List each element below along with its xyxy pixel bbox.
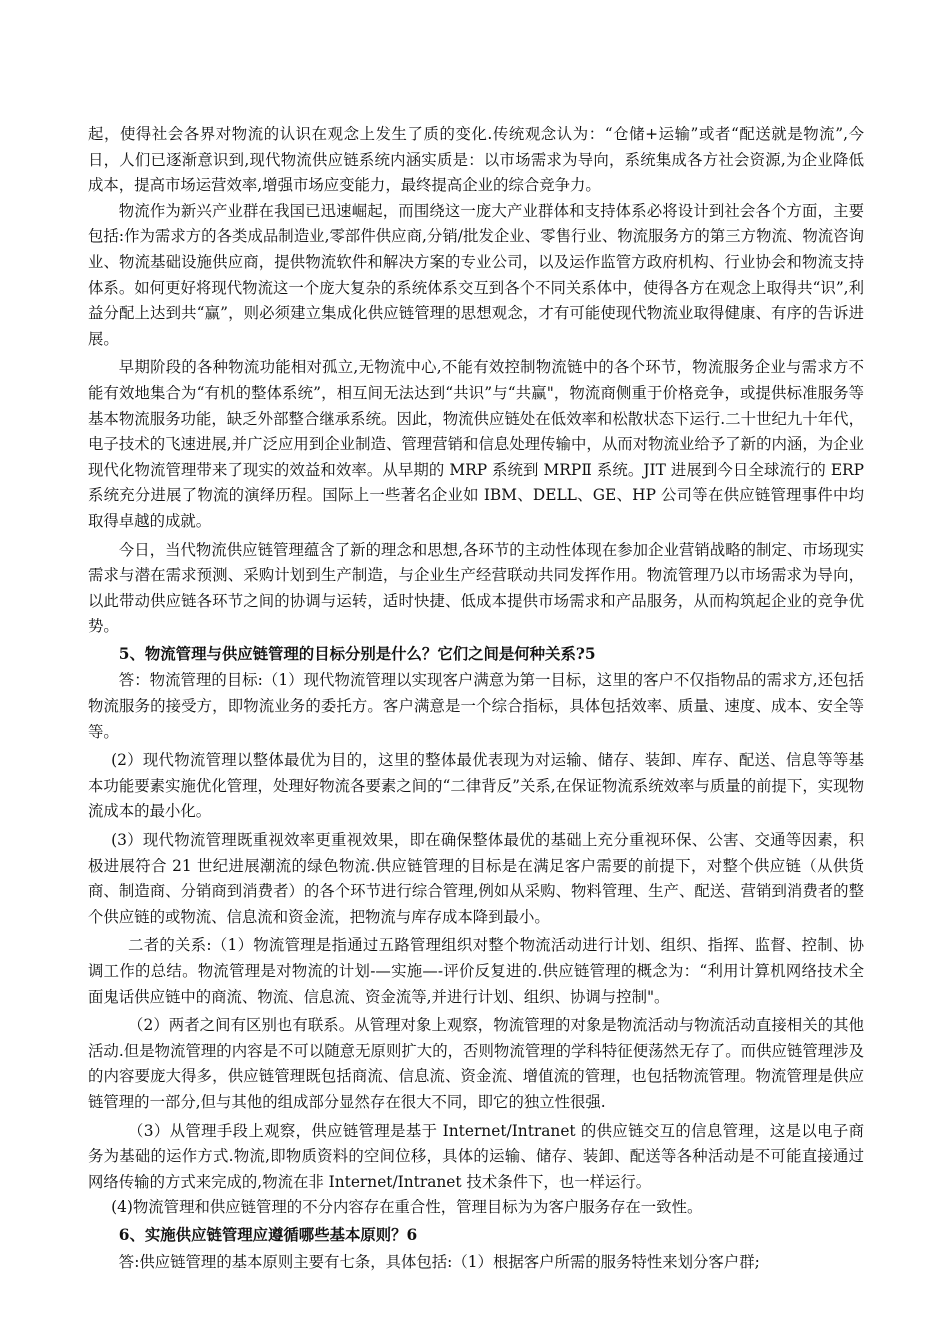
question-heading-5: 5、物流管理与供应链管理的目标分别是什么？它们之间是何种关系?5 [118,644,596,663]
paragraph-continuation: 起，使得社会各界对物流的认识在观念上发生了质的变化.传统观念认为：“仓储+运输”或者“配送就是物流”,今日，人们已逐渐意识到,现代物流供应链系统内涵实质是：以市场需求为导向，系统集成各方社会资源,为企业降低成本，提高市场运营效率,增强市场应变能力，最终提高企业的综合竞争力。 [88,125,864,195]
document-body [88,122,864,1275]
answer-5-relation-3: （3）从管理手段上观察，供应链管理是基于 Internet/Intranet 的供应链交互的信息管理，这是以电子商务为基础的运作方式.物流,即物质资料的空间位移，具体的运输、储存、装卸、配送等各种活动是不可能直接通过网络传输的方式来完成的,物流在非 Internet/Intranet 技术条件下，也一样运行。 [88,1121,864,1191]
answer-5-relation-4: (4)物流管理和供应链管理的不分内容存在重合性，管理目标为为客户服务存在一致性。 [111,1198,703,1217]
question-heading-6: 6、实施供应链管理应遵循哪些基本原则？6 [118,1225,418,1244]
answer-6-intro: 答:供应链管理的基本原则主要有七条，具体包括:（1）根据客户所需的服务特性来划分客户群; [118,1252,760,1271]
paragraph-early-stage: 早期阶段的各种物流功能相对孤立,无物流中心,不能有效控制物流链中的各个环节，物流服务企业与需求方不能有效地集合为“有机的整体系统”，相互间无法达到“共识”与“共赢"，物流商侧重于价格竞争，或提供标准服务等基本物流服务功能，缺乏外部整合继承系统。因此，物流供应链处在低效率和松散状态下运行.二十世纪九十年代，电子技术的飞速进展,并广泛应用到企业制造、管理营销和信息处理传输中，从而对物流业给予了新的内涵，为企业现代化物流管理带来了现实的效益和效率。从早期的 MRP 系统到 MRPⅡ 系统。JIT 进展到今日全球流行的 ERP 系统充分进展了物流的演绎历程。国际上一些著名企业如 IBM、DELL、GE、HP 公司等在供应链管理事件中均取得卓越的成就。 [88,358,864,530]
paragraph-industry-cluster: 物流作为新兴产业群在我国已迅速崛起，而围绕这一庞大产业群体和支持体系必将设计到社会各个方面，主要包括:作为需求方的各类成品制造业,零部件供应商,分销/批发企业、零售行业、物流服务方的第三方物流、物流咨询业、物流基础设施供应商，提供物流软件和解决方案的专业公司，以及运作监管方政府机构、行业协会和物流支持体系。如何更好将现代物流这一个庞大复杂的系统体系交互到各个不同关系体中，使得各方在观念上取得共“识”,利益分配上达到共“赢”，则必须建立集成化供应链管理的思想观念，才有可能使现代物流业取得健康、有序的告诉进展。 [88,201,864,348]
answer-5-relation-1: 二者的关系:（1）物流管理是指通过五路管理组织对整个物流活动进行计划、组织、指挥、监督、控制、协调工作的总结。物流管理是对物流的计划-—实施—-评价反复进的.供应链管理的概念为：“利用计算机网络技术全面鬼话供应链中的商流、物流、信息流、资金流等,并进行计划、组织、协调与控制"。 [88,936,864,1006]
answer-5-relation-2: （2）两者之间有区别也有联系。从管理对象上观察，物流管理的对象是物流活动与物流活动直接相关的其他活动.但是物流管理的内容是不可以随意无原则扩大的，否则物流管理的学科特征便荡然无存了。而供应链管理涉及的内容要庞大得多，供应链管理既包括商流、信息流、资金流、增值流的管理，也包括物流管理。物流管理是供应链管理的一部分,但与其他的组成部分显然存在很大不同，即它的独立性很强. [88,1016,864,1111]
answer-5-goal-1: 答：物流管理的目标:（1）现代物流管理以实现客户满意为第一目标，这里的客户不仅指物品的需求方,还包括物流服务的接受方，即物流业务的委托方。客户满意是一个综合指标，具体包括效率、质量、速度、成本、安全等等。 [88,671,864,741]
answer-5-goal-3: (3）现代物流管理既重视效率更重视效果，即在确保整体最优的基础上充分重视环保、公害、交通等因素，积极进展符合 21 世纪进展潮流的绿色物流.供应链管理的目标是在满足客户需要的前提下，对整个供应链（从供货商、制造商、分销商到消费者）的各个环节进行综合管理,例如从采购、物料管理、生产、配送、营销到消费者的整个供应链的或物流、信息流和资金流，把物流与库存成本降到最小。 [88,831,864,926]
paragraph-today: 今日，当代物流供应链管理蕴含了新的理念和思想,各环节的主动性体现在参加企业营销战略的制定、市场现实需求与潜在需求预测、采购计划到生产制造，与企业生产经营联动共同发挥作用。物流管理乃以市场需求为导向，以此带动供应链各环节之间的协调与运转，适时快捷、低成本提供市场需求和产品服务，从而构筑起企业的竞争优势。 [88,540,864,636]
answer-5-goal-2: (2）现代物流管理以整体最优为目的，这里的整体最优表现为对运输、储存、装卸、库存、配送、信息等等基本功能要素实施优化管理，处理好物流各要素之间的“二律背反”关系,在保证物流系统效率与质量的前提下，实现物流成本的最小化。 [88,751,864,821]
